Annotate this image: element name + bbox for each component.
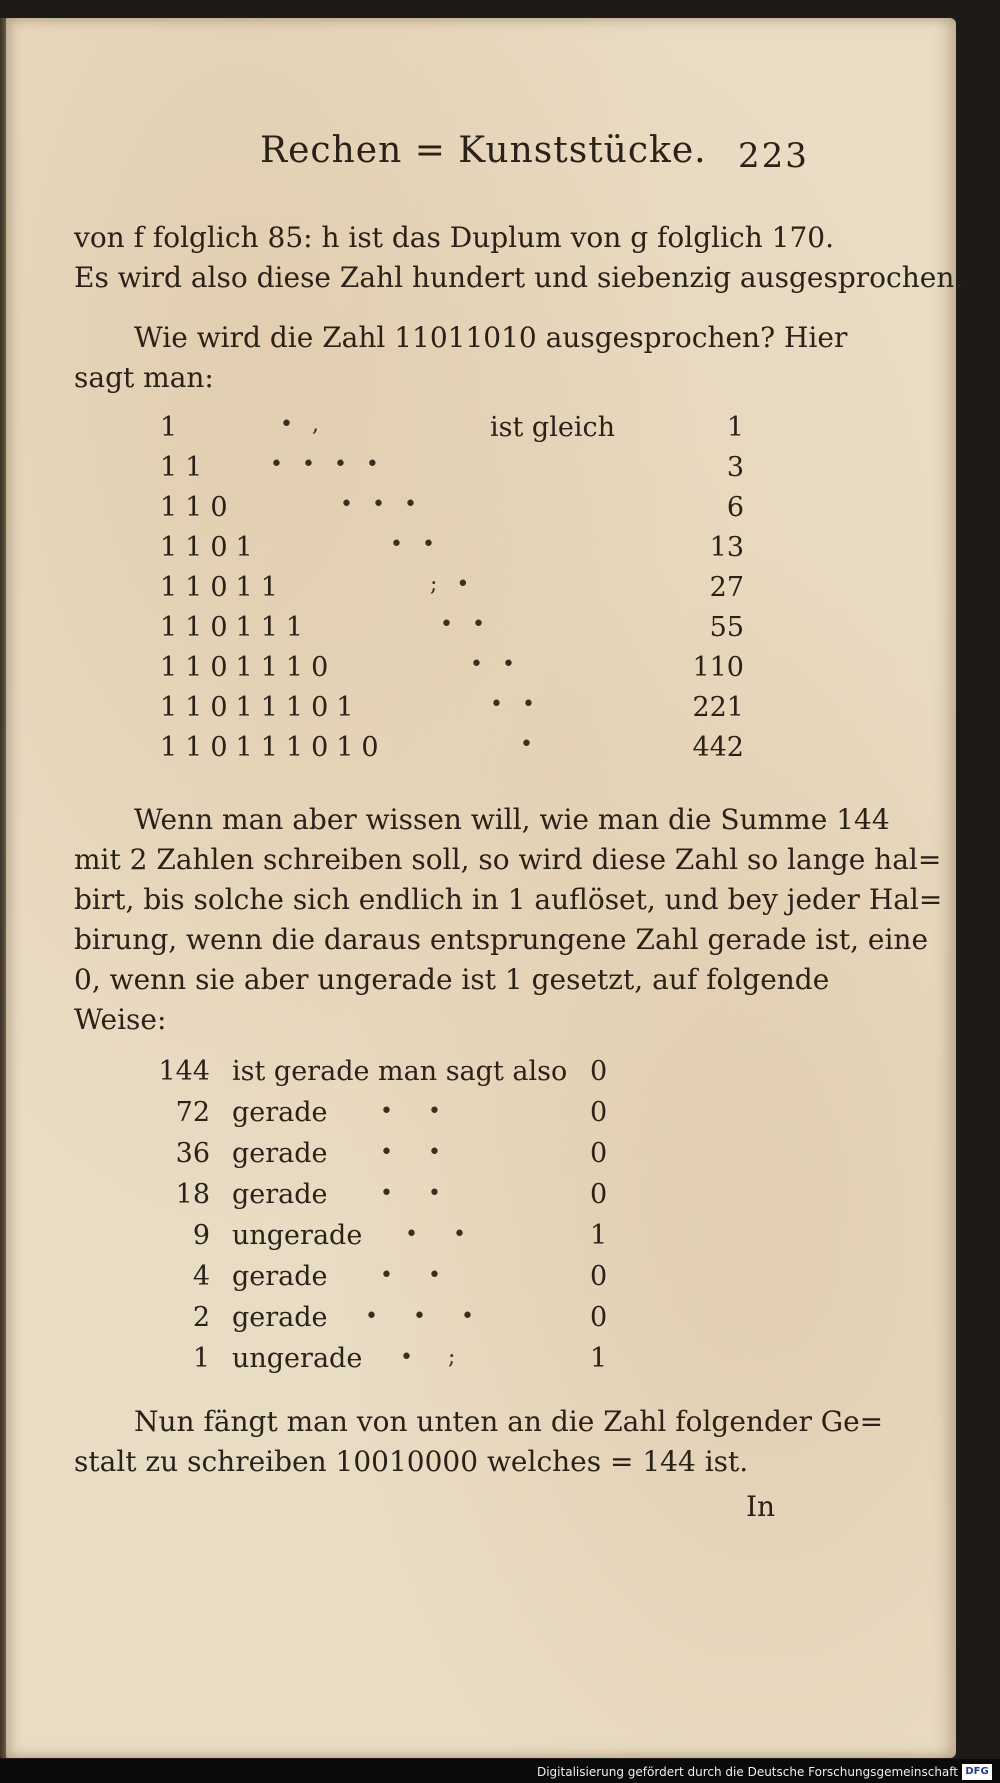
question-paragraph [74,318,848,398]
leader-dots: • • • [340,492,423,517]
text-line: birt, bis solche sich endlich in 1 auflöset, und bey jeder Hal= [74,883,943,916]
text-line: Weise: [74,1003,167,1036]
table-row [150,1097,620,1138]
binary-cell: 11011101 [160,692,362,723]
binary-cell: 110111 [160,612,312,643]
table-row [160,612,744,652]
leader-dots: • • [380,1140,455,1165]
text-line: Wie wird die Zahl 11011010 ausgesprochen? Hier [134,321,848,354]
leader-dots: • ; [400,1345,470,1370]
table-row [150,1220,620,1261]
parity-cell: gerade [232,1261,328,1292]
leader-dots: • [520,732,539,757]
bit-cell: 0 [590,1302,608,1333]
leader-dots: • • [490,692,541,717]
table-row [150,1302,620,1343]
text-line: Nun fängt man von unten an die Zahl folgender Ge= [134,1405,884,1438]
parity-cell: gerade [232,1138,328,1169]
bit-cell: 0 [590,1097,608,1128]
value-cell: 55 [709,612,744,643]
number-cell: 2 [192,1302,210,1333]
parity-cell: ungerade [232,1343,363,1374]
explanation-paragraph [74,800,943,1040]
parity-cell: ist gerade man sagt also [232,1056,568,1087]
table-row [150,1138,620,1179]
text-line: sagt man: [74,361,214,394]
binary-cell: 11011 [160,572,286,603]
bit-cell: 0 [590,1261,608,1292]
number-cell: 18 [175,1179,210,1210]
bit-cell: 1 [590,1343,608,1374]
halving-table [150,1056,620,1384]
value-cell: 442 [692,732,744,763]
value-cell: 110 [692,652,744,683]
text-line: stalt zu schreiben 10010000 welches = 144 ist. [74,1445,749,1478]
catchword: In [746,1490,776,1523]
leader-dots: • • [470,652,521,677]
parity-cell: gerade [232,1302,328,1333]
text-line: birung, wenn die daraus entsprungene Zahl gerade ist, eine [74,923,929,956]
binary-cell: 1101110 [160,652,337,683]
table-row [160,412,744,452]
binary-table [160,412,744,772]
value-cell: 221 [692,692,744,723]
number-cell: 72 [175,1097,210,1128]
table-row [160,732,744,772]
text-line: Es wird also diese Zahl hundert und siebenzig ausgesprochen. [74,261,964,294]
running-header: Rechen = Kunststücke. [260,130,707,171]
closing-paragraph [74,1402,884,1482]
table-row [160,692,744,732]
text-line: von f folglich 85: h ist das Duplum von g folglich 170. [74,221,835,254]
table-row [160,492,744,532]
bit-cell: 1 [590,1220,608,1251]
bit-cell: 0 [590,1138,608,1169]
parity-cell: ungerade [232,1220,363,1251]
binary-cell: 1101 [160,532,261,563]
leader-dots: • • • [365,1304,488,1329]
binary-cell: 110 [160,492,236,523]
binary-cell: 110111010 [160,732,387,763]
leader-dots: • • [440,612,491,637]
leader-dots: • , [280,412,325,437]
funding-note: Digitalisierung gefördert durch die Deutsche Forschungsgemeinschaft [536,1765,958,1779]
dfg-logo-icon: DFG [962,1764,992,1780]
number-cell: 1 [192,1343,210,1374]
leader-dots: ; • [430,572,476,597]
binary-cell: 11 [160,452,211,483]
leader-dots: • • • • [270,452,385,477]
text-line: 0, wenn sie aber ungerade ist 1 gesetzt, auf folgende [74,963,830,996]
equals-label: ist gleich [490,412,615,443]
table-row [160,652,744,692]
leader-dots: • • [405,1222,480,1247]
bit-cell: 0 [590,1179,608,1210]
number-cell: 36 [175,1138,210,1169]
table-row [150,1179,620,1220]
leader-dots: • • [380,1263,455,1288]
text-line: Wenn man aber wissen will, wie man die Summe 144 [134,803,890,836]
parity-cell: gerade [232,1179,328,1210]
page-number: 223 [738,136,809,176]
table-row [160,572,744,612]
intro-paragraph [74,218,964,298]
text-line: mit 2 Zahlen schreiben soll, so wird diese Zahl so lange hal= [74,843,942,876]
value-cell: 3 [726,452,744,483]
value-cell: 27 [709,572,744,603]
parity-cell: gerade [232,1097,328,1128]
table-row [150,1261,620,1302]
table-row [160,452,744,492]
number-cell: 4 [192,1261,210,1292]
leader-dots: • • [390,532,441,557]
table-row [160,532,744,572]
bit-cell: 0 [590,1056,608,1087]
leader-dots: • • [380,1099,455,1124]
value-cell: 1 [726,412,744,443]
number-cell: 144 [158,1056,210,1087]
number-cell: 9 [192,1220,210,1251]
leader-dots: • • [380,1181,455,1206]
binary-cell: 1 [160,412,186,443]
value-cell: 13 [709,532,744,563]
value-cell: 6 [726,492,744,523]
table-row [150,1056,620,1097]
table-row [150,1343,620,1384]
